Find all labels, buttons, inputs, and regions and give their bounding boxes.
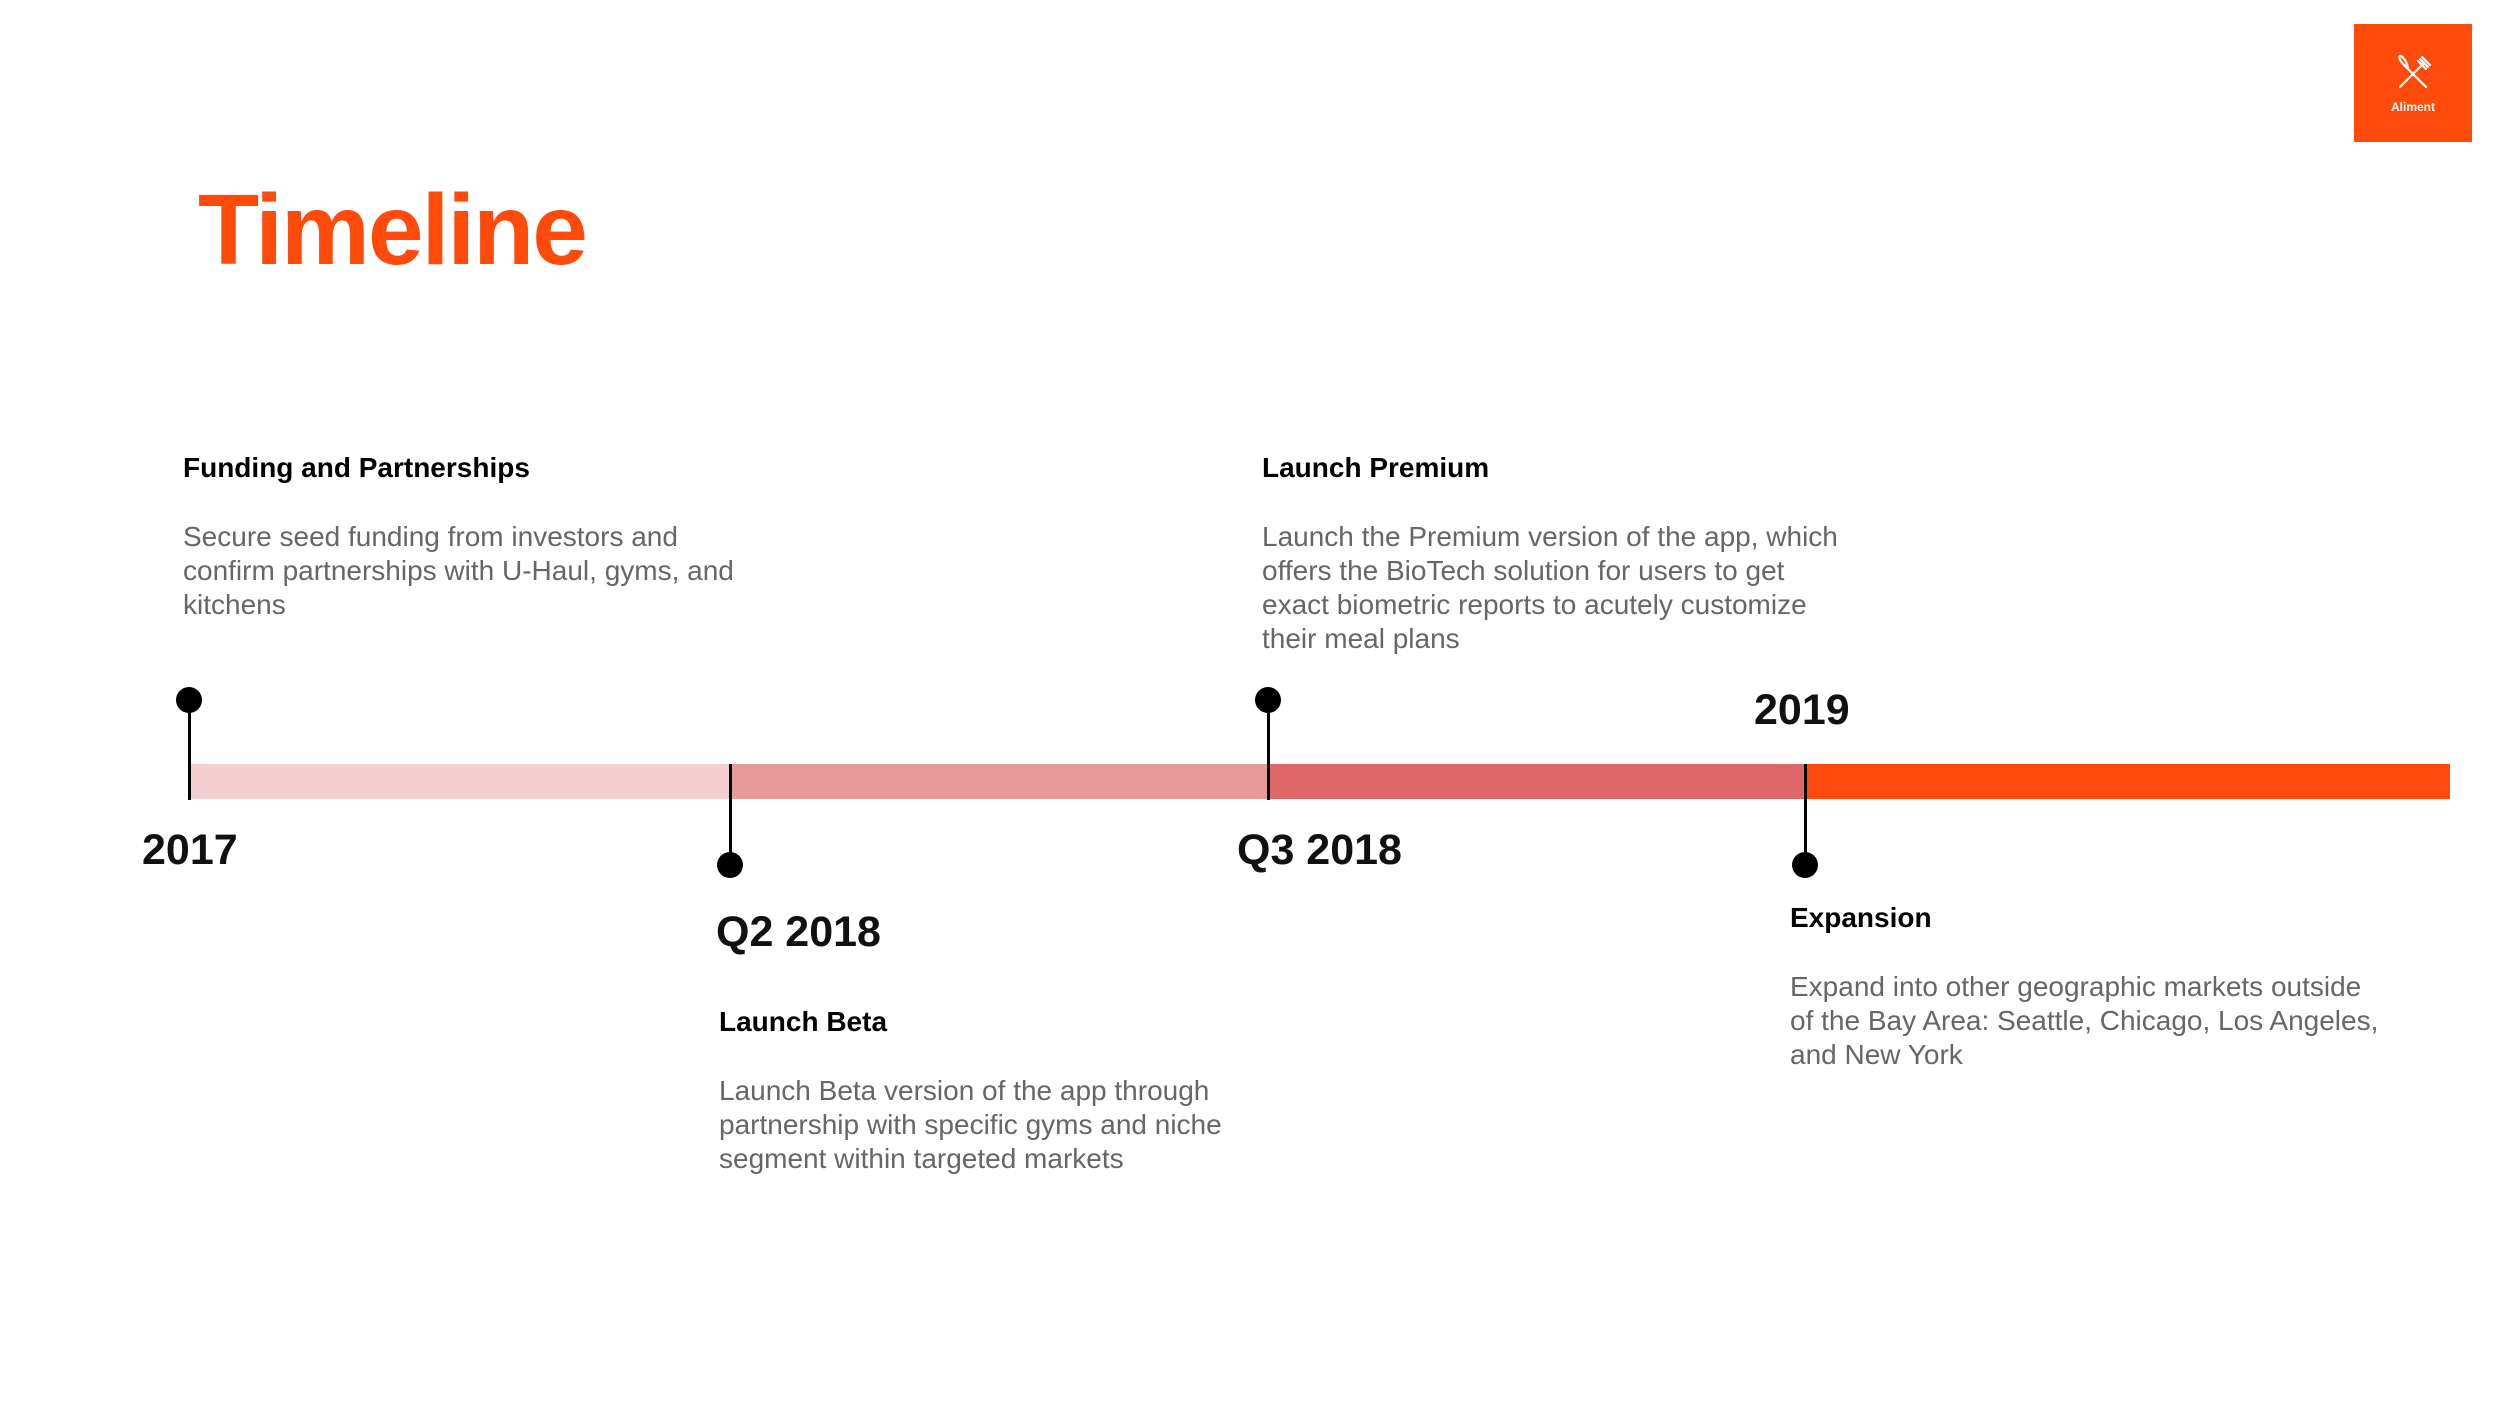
fork-knife-crossed-icon	[2391, 52, 2435, 96]
milestone-dot	[176, 687, 202, 713]
milestone-dot	[717, 852, 743, 878]
milestone-stem	[729, 764, 732, 866]
milestone-title: Launch Premium	[1262, 452, 1490, 483]
milestone-stem	[1267, 702, 1270, 800]
milestone-dot	[1255, 687, 1281, 713]
milestone-date: 2017	[142, 826, 238, 874]
timeline-segment-q3-2018	[1269, 764, 1806, 799]
milestone-dot	[1792, 852, 1818, 878]
milestone-description: Expand into other geographic markets outside of the Bay Area: Seattle, Chicago, Los Angeles, and New York	[1790, 971, 2379, 1070]
milestone-title: Launch Beta	[719, 1006, 888, 1037]
milestone-date: Q3 2018	[1237, 826, 1402, 874]
timeline-segment-2017	[190, 764, 731, 799]
milestone-date: 2019	[1754, 686, 1850, 734]
timeline-segment-2019	[1806, 764, 2450, 799]
milestone-description: Launch the Premium version of the app, which offers the BioTech solution for users to get exact biometric reports to acutely customize their meal plans	[1262, 521, 1838, 654]
milestone-title: Funding and Partnerships	[183, 452, 530, 483]
milestone-description: Launch Beta version of the app through partnership with specific gyms and niche segment within targeted markets	[719, 1075, 1222, 1174]
page-title: Timeline	[198, 174, 586, 286]
milestone-description: Secure seed funding from investors and confirm partnerships with U-Haul, gyms, and kitchens	[183, 521, 734, 620]
milestone-stem	[1804, 764, 1807, 866]
milestone-date: Q2 2018	[716, 908, 881, 956]
milestone-title: Expansion	[1790, 902, 1932, 933]
logo-text: Aliment	[2390, 100, 2435, 114]
milestone-stem	[188, 702, 191, 800]
timeline-segment-q2-2018	[731, 764, 1269, 799]
brand-logo	[2354, 24, 2472, 142]
